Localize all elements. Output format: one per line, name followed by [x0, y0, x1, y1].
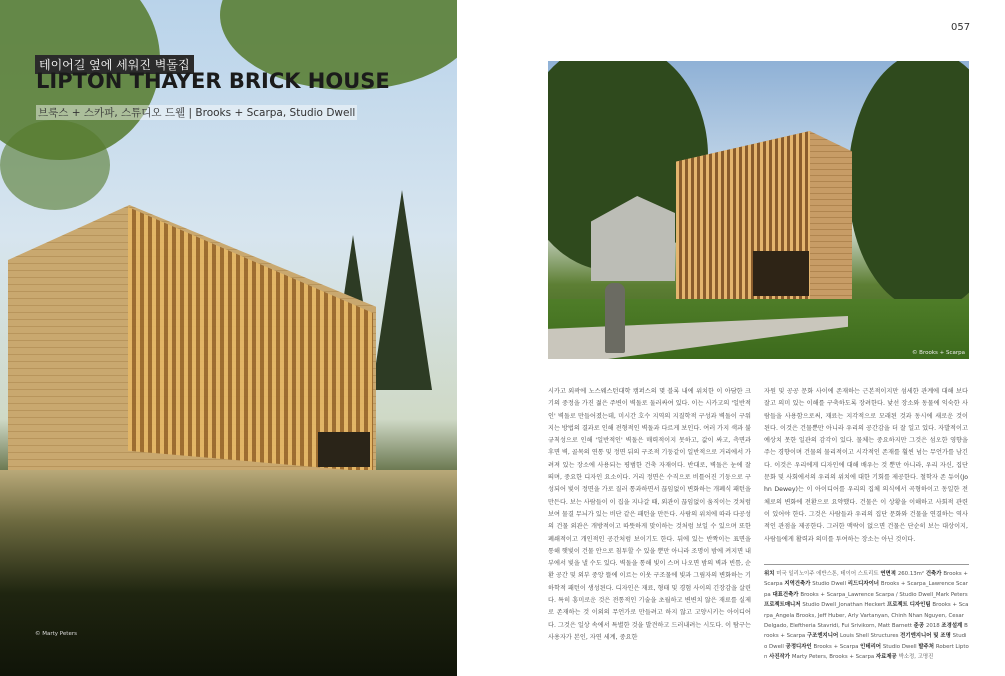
tall-grass — [0, 470, 457, 676]
info-value: Brooks + Scarpa_Angela Brooks, Jeff Huber, Arly Vartanyan, Chinh Nhan Nguyen, Cesar Delgado, Eleftheria Stavridi, Fui Srivikorn, Matt Barnett — [764, 602, 969, 630]
body-column-left — [548, 386, 751, 644]
info-value: 미국 일리노이주 에반스톤, 테이어 스트리트 — [776, 571, 881, 577]
pedestrian — [605, 283, 625, 353]
page-number: 057 — [951, 22, 971, 33]
info-key: 지역건축가 — [784, 581, 813, 588]
info-key: 사진작가 — [769, 654, 792, 661]
info-key: 프로젝트 디자인팀 — [887, 602, 933, 609]
info-item — [764, 602, 887, 608]
info-value: Robert Lipton — [764, 643, 969, 661]
info-value: Louis Shell Structures — [840, 633, 901, 640]
info-key: 인테리어 — [860, 643, 883, 650]
info-value: Brooks + Scarpa — [764, 623, 968, 640]
info-key: 리드디자이너 — [847, 581, 881, 588]
info-key: 프로젝트매니저 — [764, 602, 803, 609]
info-item — [786, 644, 861, 650]
info-key: 조경설계 — [941, 623, 965, 630]
info-value: Marty Peters, Brooks + Scarpa — [791, 654, 876, 661]
info-key: 준공 — [913, 623, 926, 630]
info-value: Studio Dwell — [882, 643, 919, 650]
info-value: 2018 — [925, 623, 942, 630]
info-key: 건축가 — [925, 571, 944, 577]
info-value: Studio Dwell — [812, 581, 848, 588]
info-item — [860, 644, 918, 650]
body-column-right — [764, 386, 968, 546]
info-item — [807, 633, 900, 639]
info-key: 구조엔지니어 — [806, 633, 841, 640]
architect-credit: 브룩스 + 스카파, 스튜디오 드웰 | Brooks + Scarpa, Studio Dwell — [38, 107, 356, 119]
article-title: LIPTON THAYER BRICK HOUSE — [36, 69, 390, 93]
info-key: 전기엔지니어 및 조명 — [900, 633, 953, 640]
info-key: 발주처 — [918, 643, 936, 650]
tree-canopy — [848, 61, 969, 311]
photo-credit: © Marty Peters — [35, 631, 77, 637]
info-item — [914, 623, 942, 629]
info-key: 자료제공 — [875, 654, 899, 661]
info-value: Brooks + Scarpa_Lawrence Scarpa / Studio Dwell_Mark Peters — [800, 591, 968, 598]
info-key: 대표건축가 — [772, 591, 801, 598]
info-value: Studio Dwell_Jonathan Heckert — [802, 602, 887, 609]
tree-foliage — [0, 120, 110, 210]
info-value: Brooks + Scarpa — [764, 571, 968, 588]
info-key: 위치 — [764, 571, 777, 577]
info-value: Brooks + Scarpa_Lawrence Scarpa — [764, 581, 968, 598]
cover-photo-brick-house — [0, 0, 457, 676]
photo-credit: © Brooks + Scarpa — [911, 350, 965, 356]
garage-opening — [318, 432, 370, 467]
info-key: 공정디자인 — [785, 643, 814, 650]
info-key: 연면적 — [880, 571, 898, 577]
info-item — [764, 571, 880, 577]
info-value: Brooks + Scarpa — [813, 643, 861, 650]
street-view-photo — [548, 61, 969, 359]
pine-tree — [372, 190, 432, 390]
info-item — [769, 654, 876, 660]
entry-opening — [753, 251, 809, 296]
section-tag: 테이어길 옆에 세워진 벽돌집 — [35, 55, 194, 74]
info-item — [880, 571, 926, 577]
body-text: 시카고 외곽에 노스웨스턴대학 캠퍼스의 몇 블록 내에 위치한 이 아담한 크기의 중정을 가진 젊은 주변이 벽돌로 둘러싸여 있다. 이는 시카고의 '일반적인' 벽돌로 만들어졌는데, 미시간 호수 지역의 지질학적 구성과 벽돌이 구워지는 방법의 결과로 인해 전형적인 벽돌과 다르게 보인다. 여러 가지 색과 불규칙성으로 인해 '일반적인' 벽돌은 매력적이지 못하고, 값이 싸고, 측면과 후면 벽, 골목의 연통 및 정면 뒤의 구조적 기둥같이 일반적으로 거리에서 가려져 있는 장소에 사용되는 평범한 건축 자재이다. 반대로, 벽돌은 눈에 잘 띄며, 중요한 디자인 요소이다. 거리 정면은 수직으로 비틀어진 기둥으로 구성되어 빛이 정면을 가로 질러 통과하면서 끊임없이 변화하는 개폐식 패턴을 만든다. 보는 사람들이 이 집을 지나갈 때, 외관이 끊임없이 움직이는 것처럼 보여 물결 무늬가 있는 비단 같은 패턴을 만든다. 사람의 위치에 따라 다공성의 건물 외관은 개방적이고 따뜻하게 맞이하는 것처럼 보일 수 있으며 또한 폐쇄적이고 개인적인 공간처럼 보이기도 한다. 뒤에 있는 반짝이는 표면을 통해 햇빛이 건물 안으로 침투할 수 있을 뿐만 아니라 조명이 밤에 켜지면 내부에서 빛을 낼 수도 있다. 벽돌을 통해 빛이 스며 나오면 밤의 벽과 빈틈, 순환 공간 및 외부 중앙 뜰에 이르는 이웃 구조물에 빛과 그림자의 변화하는 기하학적 패턴이 생성된다. 디자인은 재료, 형태 및 경험 사이의 긴장감을 살린다. 특히 흥미로운 것은 전통적인 기술을 초월하고 변변치 않은 재료를 실제로 존재하는 것 이외의 무언가로 만들려고 하지 않고 고양시키는 아이디어다. 그것은 일상 속에서 특별한 것을 발견하고 드러내려는 시도다. 이 탐구는 사용자가 본인, 자연 세계, 중요한 — [548, 388, 751, 641]
info-value: 박소정, 고명진 — [898, 654, 934, 661]
info-item — [784, 581, 847, 587]
info-item — [772, 592, 967, 598]
info-item — [876, 654, 933, 660]
project-info — [764, 564, 969, 663]
info-value: Studio Dwell — [764, 633, 967, 650]
body-text: 자원 및 공공 문화 사이에 존재하는 근본적이지만 섬세한 관계에 대해 보다 잘고 의미 있는 이해를 구축하도록 장려한다. 낯선 장소와 동물에 익숙한 사람들을 사용함으로써, 재료는 지각적으로 모래된 것과 동시에 새로운 것이 된다. 이것은 건물뿐만 아니라 우리의 공간감을 더 잘 일고 있다. 자발적이고 예상치 못한 일관의 감각이 있다. 물체는 중요하지만 그것은 섬오한 영향을 주는 경향이며 건물의 물리적이고 시각적인 존재를 훨씬 넘는 무언가를 남긴다. 이것은 우리에게 디자인에 대해 배우는 것 뿐만 아니라, 우리 자신, 집단 문화 및 사회에서의 우리의 위치에 대한 기회를 제공한다. 철학자 존 듀이(John Dewey)는 이 아이디어를 우리의 집체 의식에서 곡형하이고 동일한 전체로의 변화에 전환으로 요약했다. 건물은 이 상황을 이해하고 사회적 관련이 있어야 한다. 그것은 사람들과 우리의 집단 문화와 건물을 연결하는 역사적인 관점을 제공한다. 그러한 맥락이 없으면 건물은 단순히 보는 대상이지, 사람들에게 활력과 의미를 투여하는 장소는 아닌 것이다. — [764, 388, 968, 543]
info-value: 260.13m² — [897, 571, 926, 577]
